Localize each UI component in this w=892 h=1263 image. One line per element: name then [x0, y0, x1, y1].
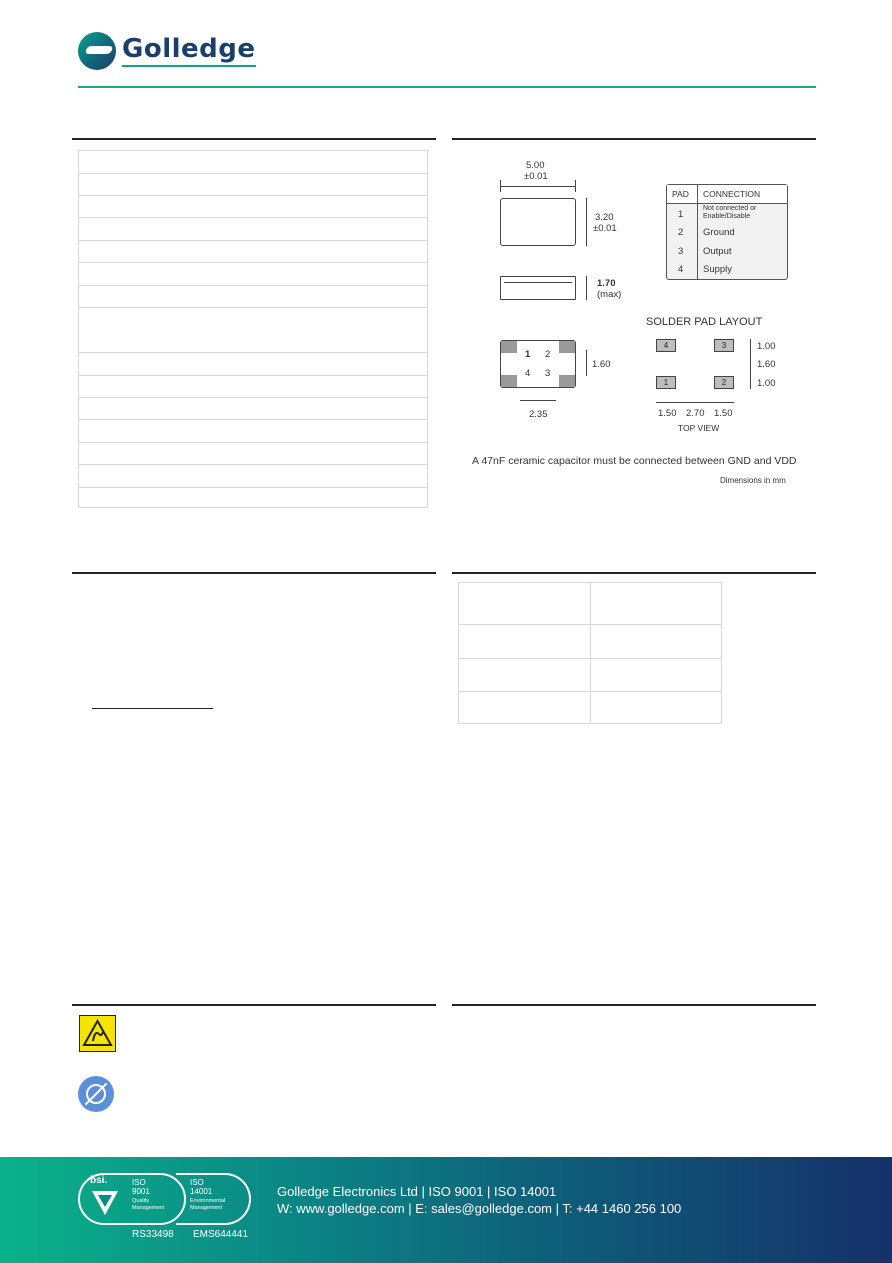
- pad-corner: [559, 375, 575, 387]
- iso14001-cert-number: EMS644441: [193, 1229, 249, 1240]
- section-rule-drawing: [452, 138, 816, 140]
- pad-cell: 4: [678, 264, 684, 275]
- dimensions-note: Dimensions in mm: [720, 476, 786, 485]
- specification-table: [78, 150, 428, 508]
- iso14001-badge: [176, 1173, 251, 1225]
- iso9001-title: ISO 9001: [132, 1178, 150, 1196]
- header-divider: [78, 86, 816, 88]
- solder-v-dim: 1.00: [757, 378, 776, 389]
- moisture-sensitive-icon: [78, 1076, 114, 1112]
- height-dim-label: 3.20: [595, 212, 614, 223]
- section-rule-lower-right: [452, 572, 816, 574]
- connection-cell: Not connected or Enable/Disable: [703, 205, 757, 220]
- footer-company-line: Golledge Electronics Ltd | ISO 9001 | ISO 14001: [277, 1184, 557, 1199]
- top-view-label: TOP VIEW: [678, 423, 720, 433]
- solder-pad: 4: [656, 339, 676, 352]
- table-row: [79, 419, 427, 443]
- solder-v-dim-line: [750, 339, 751, 389]
- table-row: [79, 240, 427, 263]
- connection-cell: Supply: [703, 264, 733, 275]
- table-row: [79, 173, 427, 196]
- dim-tick: [500, 180, 501, 192]
- table-row: [79, 464, 427, 488]
- solder-layout-title: SOLDER PAD LAYOUT: [646, 316, 763, 328]
- connection-cell: Ground: [703, 227, 735, 238]
- table-row: [459, 658, 721, 659]
- package-side-outline: [500, 276, 576, 300]
- dim-tick: [575, 180, 576, 192]
- solder-v-dim: 1.60: [757, 359, 776, 370]
- table-row: [79, 442, 427, 465]
- pad-pitch-v-label: 1.60: [592, 359, 611, 370]
- footer-contact-line: W: www.golledge.com | E: sales@golledge.com | T: +44 1460 256 100: [277, 1201, 682, 1216]
- pad-connection-table: [666, 184, 788, 280]
- table-row: [79, 262, 427, 286]
- solder-h-dim: 2.70: [686, 408, 705, 419]
- pad-corner: [501, 375, 517, 387]
- solder-h-dim: 1.50: [714, 408, 733, 419]
- table-row: [459, 624, 721, 625]
- pad-pitch-v-line: [586, 350, 587, 376]
- height-tol-label: ±0.01: [593, 223, 617, 234]
- pad-corner: [559, 341, 575, 353]
- pad-pitch-h-label: 2.35: [529, 409, 548, 420]
- iso9001-cert-number: RS33498: [132, 1229, 174, 1240]
- pad-cell: 2: [678, 227, 684, 238]
- iso14001-title: ISO 14001: [190, 1178, 213, 1196]
- bsi-kitemark-icon: [90, 1189, 120, 1217]
- logo-wordmark: Golledge: [122, 34, 256, 67]
- table-row: [79, 375, 427, 398]
- table-row: [79, 307, 427, 353]
- pad-number: 2: [545, 349, 551, 360]
- table-row: [79, 397, 427, 420]
- section-rule-lower-left: [72, 572, 436, 574]
- golledge-logo: [78, 32, 256, 72]
- table-row: [79, 217, 427, 241]
- iso14001-sub: Environmental Management: [190, 1198, 226, 1211]
- connection-header: CONNECTION: [703, 189, 761, 199]
- package-top-outline: [500, 198, 576, 246]
- thickness-dim-line: [586, 276, 587, 300]
- package-bottom-outline: [500, 340, 576, 388]
- pad-header: PAD: [672, 189, 689, 199]
- table-row: [79, 195, 427, 218]
- solder-h-dim-line: [656, 402, 734, 403]
- table-row: [459, 691, 721, 692]
- section-rule-handling: [72, 1004, 436, 1006]
- thickness-dim-label: 1.70: [597, 278, 616, 289]
- height-dim-line: [586, 198, 587, 246]
- table-row: [79, 151, 427, 174]
- solder-pad: 3: [714, 339, 734, 352]
- table-column-divider: [590, 583, 591, 723]
- bsi-logo-text: bsi.: [90, 1175, 108, 1186]
- width-tol-label: ±0.01: [524, 171, 548, 182]
- pad-cell: 3: [678, 246, 684, 257]
- solder-h-dim: 1.50: [658, 408, 677, 419]
- solder-v-dim: 1.00: [757, 341, 776, 352]
- link-underline: [92, 708, 213, 709]
- iso9001-badge: [78, 1173, 186, 1225]
- pad-corner: [501, 341, 517, 353]
- capacitor-note: A 47nF ceramic capacitor must be connected between GND and VDD: [472, 455, 797, 467]
- logo-mark-icon: [78, 32, 116, 70]
- thickness-note: (max): [597, 289, 622, 300]
- table-row: [79, 285, 427, 308]
- section-rule-specs: [72, 138, 436, 140]
- connection-cell: Output: [703, 246, 732, 257]
- pad-number: 4: [525, 368, 531, 379]
- solder-pad: 2: [714, 376, 734, 389]
- footer-banner: [0, 1157, 892, 1263]
- esd-warning-icon: [79, 1015, 116, 1052]
- width-dim-line: [500, 186, 575, 187]
- side-inner-line: [504, 282, 572, 283]
- pad-table-divider: [697, 185, 698, 279]
- pad-number: 1: [525, 349, 531, 360]
- pad-number: 3: [545, 368, 551, 379]
- pad-pitch-h-line: [520, 400, 556, 401]
- ordering-table: [458, 582, 722, 724]
- solder-pad: 1: [656, 376, 676, 389]
- width-dim-label: 5.00: [526, 160, 545, 171]
- table-row: [79, 352, 427, 376]
- section-rule-packaging: [452, 1004, 816, 1006]
- iso9001-sub: Quality Management: [132, 1198, 165, 1211]
- mechanical-drawing: [470, 150, 816, 490]
- pad-cell: 1: [678, 209, 684, 220]
